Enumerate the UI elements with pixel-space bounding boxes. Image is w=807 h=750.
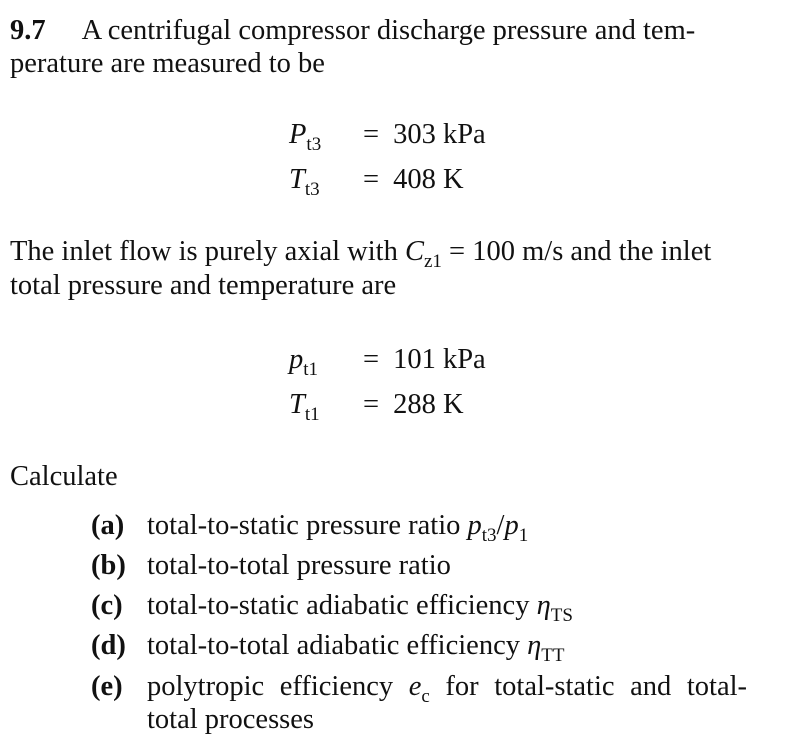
item-text: total-to-static adiabatic efficiency	[147, 590, 537, 621]
math-symbol: η	[536, 590, 551, 621]
value: 101 kPa	[393, 344, 486, 375]
inlet-text-a: The inlet flow is purely axial with	[10, 236, 405, 267]
item-text: total-to-total pressure ratio	[147, 550, 451, 581]
item-label: (a)	[91, 510, 125, 541]
inlet-text-line1	[10, 235, 712, 272]
inlet-subscript: z1	[423, 251, 442, 272]
math-subscript: TS	[550, 605, 573, 626]
subscript: t3	[306, 134, 322, 155]
inlet-text-b: = 100 m/s and the inlet	[441, 236, 712, 267]
math-symbol: p	[467, 510, 482, 541]
math-subscript: c	[421, 686, 430, 707]
subscript: t1	[303, 359, 319, 380]
problem-number: 9.7	[10, 15, 46, 46]
equation-inlet-temperature: $T_{t1} = 288$ K	[289, 389, 464, 425]
list-item	[91, 589, 573, 626]
intro-text-1: A centrifugal compressor discharge pressure and tem-	[81, 15, 696, 46]
math-symbol: e	[408, 671, 422, 702]
item-text-b: for total-static and total-	[429, 671, 747, 702]
list-item	[91, 629, 565, 666]
item-text: total-to-total adiabatic efficiency	[147, 630, 528, 661]
item-label: (d)	[91, 630, 126, 661]
symbol: P	[289, 119, 307, 150]
math-subscript: t3	[481, 525, 497, 546]
inlet-symbol: C	[404, 236, 424, 267]
math-subscript-2: 1	[518, 525, 529, 546]
item-text: total-to-static pressure ratio	[147, 510, 468, 541]
list-item	[91, 549, 451, 582]
item-line1	[147, 670, 747, 707]
subscript: t3	[304, 179, 320, 200]
item-line2: total processes	[147, 704, 314, 735]
calculate-heading: Calculate	[10, 461, 118, 492]
value: 408 K	[393, 164, 464, 195]
item-label: (b)	[91, 550, 126, 581]
math-slash: /	[496, 510, 505, 541]
list-item	[91, 509, 529, 546]
subscript: t1	[304, 404, 320, 425]
inlet-text-line2: total pressure and temperature are	[10, 270, 397, 301]
equation-outlet-pressure: $P_{t3} = 303$ kPa	[289, 119, 486, 155]
value: 303 kPa	[393, 119, 486, 150]
item-label: (c)	[91, 590, 123, 621]
problem-intro-line2: perature are measured to be	[10, 48, 325, 79]
math-symbol: η	[527, 630, 542, 661]
math-symbol-2: p	[504, 510, 519, 541]
value: 288 K	[393, 389, 464, 420]
math-subscript: TT	[541, 645, 565, 666]
symbol: T	[289, 389, 305, 420]
problem-intro-line1	[10, 14, 695, 47]
list-item	[91, 670, 747, 736]
equation-outlet-temperature: $T_{t3} = 408$ K	[289, 164, 464, 200]
item-label: (e)	[91, 671, 123, 702]
item-text-a: polytropic efficiency	[147, 671, 409, 702]
symbol: T	[289, 164, 305, 195]
equation-inlet-pressure: $p_{t1} = 101$ kPa	[289, 344, 486, 380]
symbol: p	[289, 344, 304, 375]
